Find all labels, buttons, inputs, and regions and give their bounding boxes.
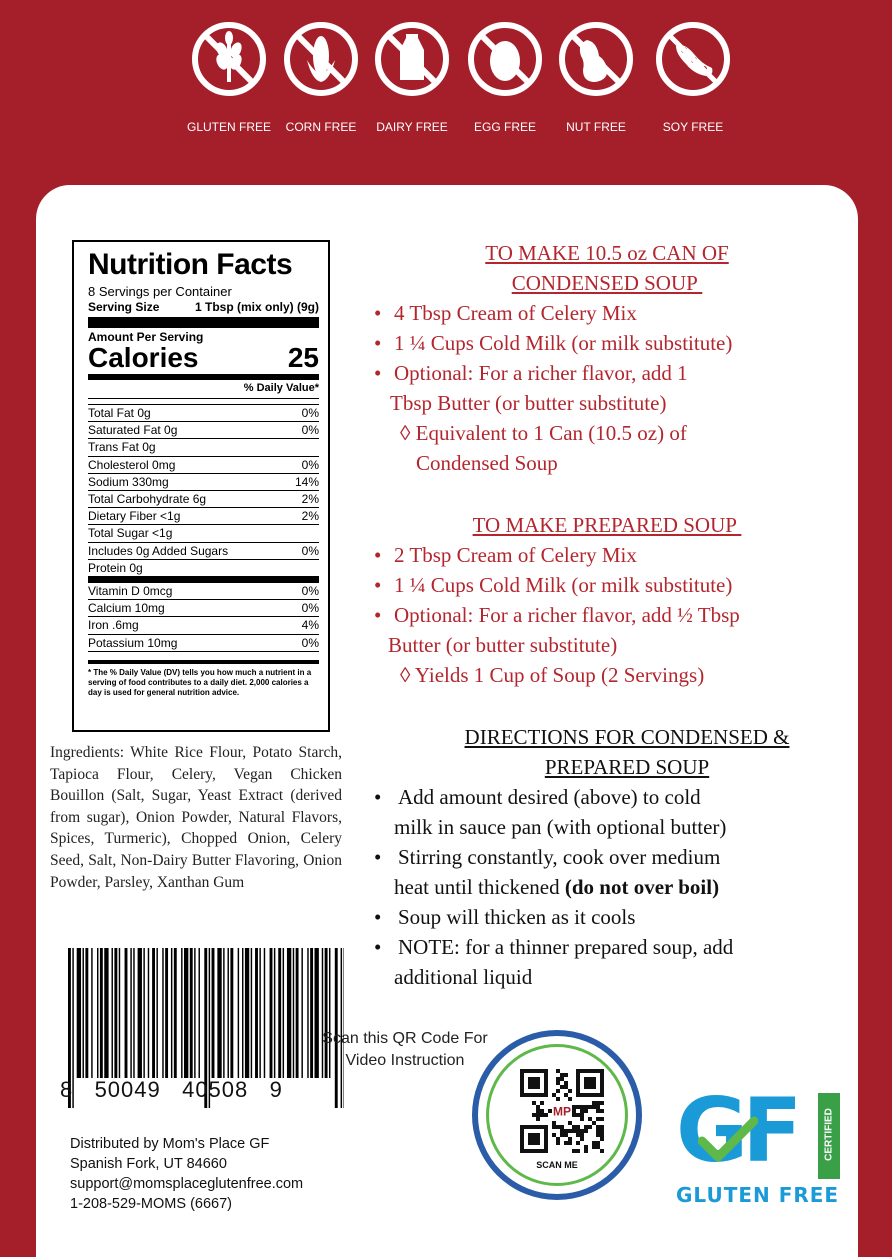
barcode-bar: [296, 948, 299, 1078]
egg-icon: [466, 20, 544, 98]
barcode-bar: [156, 948, 157, 1078]
qr-module: [592, 1105, 596, 1109]
direction-step: • Stirring constantly, cook over medium: [362, 842, 852, 872]
serving-size: [88, 299, 319, 328]
qr-module: [564, 1085, 568, 1089]
condensed-heading-2: CONDENSED SOUP: [511, 271, 703, 295]
nutrient-row: [88, 635, 319, 652]
qr-module: [556, 1081, 560, 1085]
qr-module: [572, 1129, 576, 1133]
qr-module: [580, 1117, 584, 1121]
certified-label: CERTIFIED: [823, 1108, 835, 1161]
qr-module: [592, 1101, 596, 1105]
nutrient-name: Total Fat 0g: [88, 406, 151, 420]
nutrient-name: Total Carbohydrate 6g: [88, 492, 207, 507]
barcode-bar: [230, 948, 233, 1078]
nutrient-row: [88, 474, 319, 491]
qr-module: [600, 1109, 604, 1113]
nutrient-dv: 0%: [301, 601, 319, 616]
qr-module: [576, 1133, 580, 1137]
nutrient-row: [88, 560, 319, 583]
qr-module: [596, 1129, 600, 1133]
barcode-bar: [228, 948, 229, 1078]
nutrient-dv: 0%: [301, 635, 319, 650]
nutrient-row: [88, 600, 319, 617]
nutrient-row: [88, 543, 319, 560]
nutrient-row: [88, 405, 319, 422]
qr-finder: [528, 1133, 540, 1145]
qr-module: [596, 1101, 600, 1105]
nutrient-dv: 4%: [301, 618, 319, 633]
daily-value-header: % Daily Value*: [88, 380, 319, 399]
qr-module: [600, 1133, 604, 1137]
nutrient-row: [88, 439, 319, 456]
distributor-info: [70, 1134, 370, 1214]
nutrient-row: [88, 508, 319, 525]
barcode-bar: [217, 948, 221, 1078]
peanut-icon: [557, 20, 635, 98]
nutrient-name: Protein 0g: [88, 560, 143, 575]
nutrition-facts-panel: [72, 240, 330, 732]
barcode-bar: [283, 948, 284, 1078]
qr-module: [552, 1121, 556, 1125]
qr-module: [580, 1109, 584, 1113]
allergen-label: DAIRY FREE: [376, 120, 448, 134]
prepared-note: ◊ Yields 1 Cup of Soup (2 Servings): [400, 663, 705, 687]
qr-module: [568, 1097, 572, 1101]
barcode-bar: [184, 948, 188, 1078]
qr-module: [592, 1121, 596, 1125]
qr-module: [592, 1141, 596, 1145]
barcode-bar: [133, 948, 134, 1078]
barcode-bar: [171, 948, 172, 1078]
condensed-heading-1: TO MAKE 10.5 oz CAN OF: [485, 241, 729, 265]
nutrient-dv: 0%: [301, 423, 319, 438]
direction-text: heat until thickened: [394, 875, 565, 899]
allergen-label: CORN FREE: [285, 120, 357, 134]
amount-per-serving: Amount Per Serving: [88, 330, 204, 344]
wheat-icon: [190, 20, 268, 98]
qr-module: [536, 1105, 540, 1109]
direction-step-cont: additional liquid: [394, 965, 533, 989]
ingredients-text: Ingredients: White Rice Flour, Potato Starch, Tapioca Flour, Celery, Vegan Chicken Bouillon (Salt, Sugar, Yeast Extract (derived from sugar), Onion Powder, Natural Flavors, Spices, Turmeric), Chopped Onion, Celery Seed, Salt, Non-Dairy Butter Flavoring, Onion Powder, Parsley, Xanthan Gum: [50, 744, 342, 891]
gf-letters: GF: [676, 1079, 797, 1182]
nutrient-row: [88, 525, 319, 542]
barcode-bar: [152, 948, 155, 1078]
qr-module: [552, 1125, 556, 1129]
qr-module: [560, 1125, 564, 1129]
certified-tag: [818, 1093, 840, 1179]
qr-module: [560, 1085, 564, 1089]
qr-module: [560, 1073, 564, 1077]
qr-module: [556, 1141, 560, 1145]
barcode-bar: [199, 948, 200, 1078]
qr-module: [572, 1105, 576, 1109]
qr-module: [588, 1117, 592, 1121]
qr-module: [572, 1149, 576, 1153]
corn-free-badge: [276, 20, 366, 134]
barcode-bar: [181, 948, 182, 1078]
allergen-label: SOY FREE: [662, 120, 724, 134]
barcode-bar: [270, 948, 273, 1078]
gf-logo-text: GLUTEN FREE: [676, 1183, 840, 1207]
qr-module: [556, 1137, 560, 1141]
barcode-bar: [114, 948, 117, 1078]
barcode-bar: [91, 948, 92, 1078]
barcode-bar: [77, 948, 81, 1078]
qr-finder: [528, 1077, 540, 1089]
qr-module: [600, 1101, 604, 1105]
nutrient-row: [88, 422, 319, 439]
barcode-bar: [278, 948, 281, 1078]
calories-label: Calories: [88, 342, 199, 373]
directions-section: [362, 722, 852, 992]
qr-module: [564, 1081, 568, 1085]
qr-module: [600, 1117, 604, 1121]
prepared-heading: TO MAKE PREPARED SOUP: [472, 513, 742, 537]
direction-step: • Soup will thicken as it cools: [362, 902, 852, 932]
qr-module: [560, 1133, 564, 1137]
qr-module: [552, 1093, 556, 1097]
barcode-bar: [130, 948, 131, 1078]
allergen-label: GLUTEN FREE: [186, 120, 271, 134]
direction-step-cont: milk in sauce pan (with optional butter): [394, 815, 727, 839]
barcode-bar: [245, 948, 249, 1078]
direction-step-cont: [362, 872, 852, 902]
dairy-free-badge: [367, 20, 457, 134]
qr-module: [572, 1125, 576, 1129]
qr-module: [576, 1149, 580, 1153]
qr-module: [568, 1129, 572, 1133]
barcode-bar: [251, 948, 252, 1078]
qr-module: [584, 1105, 588, 1109]
qr-module: [548, 1109, 552, 1113]
qr-module: [584, 1109, 588, 1113]
nutrient-row: [88, 583, 319, 600]
gluten-free-certified-logo: [672, 1079, 852, 1215]
qr-module: [600, 1125, 604, 1129]
nutrient-name: Trans Fat 0g: [88, 440, 156, 455]
corn-icon: [282, 20, 360, 98]
barcode-bar: [97, 948, 98, 1078]
qr-module: [588, 1105, 592, 1109]
qr-module: [536, 1109, 540, 1113]
qr-module: [592, 1145, 596, 1149]
prepared-step-cont: Butter (or butter substitute): [388, 633, 618, 657]
qr-module: [560, 1129, 564, 1133]
qr-caption-line-1: Scan this QR Code For: [322, 1030, 488, 1047]
directions-heading-2: PREPARED SOUP: [544, 755, 710, 779]
servings-per-container: 8 Servings per Container: [88, 284, 232, 299]
distributor-name: Distributed by Mom's Place GF: [70, 1136, 270, 1152]
qr-module: [580, 1113, 584, 1117]
distributor-phone: 1-208-529-MOMS (6667): [70, 1196, 232, 1212]
qr-module: [576, 1105, 580, 1109]
nutrient-name: Saturated Fat 0g: [88, 423, 178, 438]
condensed-step: • 1 ¼ Cups Cold Milk (or milk substitute): [362, 328, 852, 358]
nutrient-dv: 0%: [301, 457, 319, 472]
barcode-bar: [194, 948, 195, 1078]
barcode-bar: [274, 948, 275, 1078]
qr-module: [568, 1121, 572, 1125]
barcode-bar: [293, 948, 294, 1078]
nutrient-name: Vitamin D 0mcg: [88, 584, 173, 599]
barcode-bar: [264, 948, 265, 1078]
qr-module: [540, 1113, 544, 1117]
nutrient-row: [88, 491, 319, 508]
allergen-label: NUT FREE: [566, 120, 626, 134]
qr-module: [568, 1141, 572, 1145]
qr-scan-label: SCAN ME: [536, 1160, 578, 1170]
nutrient-name: Cholesterol 0mg: [88, 457, 176, 472]
qr-module: [576, 1141, 580, 1145]
qr-module: [564, 1141, 568, 1145]
condensed-step-cont: Tbsp Butter (or butter substitute): [390, 391, 667, 415]
nutrient-name: Total Sugar <1g: [88, 526, 173, 541]
qr-module: [536, 1113, 540, 1117]
nutrient-dv: 0%: [301, 543, 319, 558]
checkmark-icon: [698, 1115, 758, 1165]
soy-free-badge: [648, 20, 738, 134]
condensed-step: • Optional: For a richer flavor, add 1: [362, 358, 852, 388]
qr-module: [580, 1105, 584, 1109]
gluten-free-badge: [184, 20, 274, 134]
qr-module: [576, 1129, 580, 1133]
qr-module: [556, 1125, 560, 1129]
barcode-bar: [212, 948, 215, 1078]
calories-value: 25: [287, 342, 319, 373]
qr-module: [600, 1137, 604, 1141]
nutrient-table: [88, 404, 319, 652]
condensed-note-cont: Condensed Soup: [416, 451, 558, 475]
qr-module: [580, 1137, 584, 1141]
qr-module: [572, 1113, 576, 1117]
barcode-bar: [223, 948, 224, 1078]
qr-caption: [300, 1028, 510, 1072]
barcode-bar: [259, 948, 260, 1078]
qr-module: [572, 1109, 576, 1113]
condensed-step: • 4 Tbsp Cream of Celery Mix: [362, 298, 852, 328]
barcode-bar: [138, 948, 142, 1078]
milk-carton-icon: [373, 20, 451, 98]
qr-module: [556, 1077, 560, 1081]
barcode-bar: [85, 948, 88, 1078]
barcode-bar: [190, 948, 193, 1078]
qr-module: [596, 1117, 600, 1121]
qr-module: [580, 1133, 584, 1137]
calories-row: [88, 344, 319, 380]
qr-module: [588, 1125, 592, 1129]
daily-value-footnote: * The % Daily Value (DV) tells you how much a nutrient in a serving of food contributes to a daily diet. 2,000 calories a day is used for general nutrition advice.: [88, 660, 319, 698]
qr-module: [544, 1113, 548, 1117]
nutrient-dv: 14%: [294, 474, 319, 489]
qr-module: [596, 1105, 600, 1109]
qr-module: [560, 1077, 564, 1081]
preparation-instructions: [362, 238, 852, 992]
qr-module: [580, 1129, 584, 1133]
qr-module: [584, 1145, 588, 1149]
qr-module: [540, 1101, 544, 1105]
condensed-section: [362, 238, 852, 478]
qr-module: [596, 1125, 600, 1129]
direction-step: • Add amount desired (above) to cold: [362, 782, 852, 812]
soybean-icon: [654, 20, 732, 98]
qr-module: [564, 1073, 568, 1077]
barcode-bar: [143, 948, 144, 1078]
qr-module: [600, 1129, 604, 1133]
nutrient-row: [88, 457, 319, 474]
barcode-bar: [255, 948, 258, 1078]
qr-module: [552, 1133, 556, 1137]
nutrient-name: Dietary Fiber <1g: [88, 509, 181, 524]
qr-module: [564, 1133, 568, 1137]
qr-module: [584, 1149, 588, 1153]
nutrient-dv: 0%: [301, 406, 319, 420]
barcode-bar: [125, 948, 128, 1078]
egg-free-badge: [460, 20, 550, 134]
nutrient-row: [88, 617, 319, 634]
distributor-address: Spanish Fork, UT 84660: [70, 1156, 227, 1172]
barcode-bar: [242, 948, 243, 1078]
qr-module: [540, 1109, 544, 1113]
barcode-bar: [174, 948, 177, 1078]
qr-module: [564, 1129, 568, 1133]
qr-module: [596, 1145, 600, 1149]
nutrient-dv: 2%: [301, 509, 319, 524]
barcode-bar: [119, 948, 120, 1078]
qr-module: [564, 1093, 568, 1097]
nutrient-name: Sodium 330mg: [88, 474, 169, 489]
qr-module: [576, 1113, 580, 1117]
serving-size-label: Serving Size: [88, 300, 160, 314]
allergen-strip: [0, 20, 892, 140]
direction-step: • NOTE: for a thinner prepared soup, add: [362, 932, 852, 962]
qr-module: [556, 1097, 560, 1101]
nutrient-dv: 0%: [301, 584, 319, 599]
nutrient-name: Includes 0g Added Sugars: [88, 543, 229, 558]
qr-module: [568, 1089, 572, 1093]
allergen-label: EGG FREE: [473, 120, 536, 134]
barcode-bar: [287, 948, 291, 1078]
barcode-bar: [104, 948, 108, 1078]
nut-free-badge: [551, 20, 641, 134]
prepared-step: • 2 Tbsp Cream of Celery Mix: [362, 540, 852, 570]
qr-module: [532, 1113, 536, 1117]
serving-size-value: 1 Tbsp (mix only) (9g): [194, 300, 319, 314]
qr-code-badge[interactable]: [472, 1030, 642, 1200]
prepared-section: [362, 510, 852, 690]
qr-module: [556, 1069, 560, 1073]
prepared-step: • Optional: For a richer flavor, add ½ Tbsp: [362, 600, 852, 630]
qr-module: [596, 1141, 600, 1145]
condensed-note: ◊ Equivalent to 1 Can (10.5 oz) of: [400, 421, 687, 445]
qr-module: [568, 1137, 572, 1141]
direction-warning: (do not over boil): [564, 875, 720, 899]
nutrition-title: Nutrition Facts: [88, 248, 293, 281]
qr-module: [536, 1117, 540, 1121]
nutrient-dv: 2%: [301, 492, 319, 507]
qr-finder: [584, 1077, 596, 1089]
nutrient-name: Potassium 10mg: [88, 635, 178, 650]
barcode-bar: [162, 948, 163, 1078]
nutrient-name: Calcium 10mg: [88, 601, 165, 616]
qr-code[interactable]: [520, 1069, 604, 1153]
barcode-bar: [112, 948, 113, 1078]
barcode-bar: [238, 948, 239, 1078]
qr-module: [556, 1089, 560, 1093]
qr-module: [532, 1101, 536, 1105]
qr-caption-line-2: Video Instruction: [345, 1052, 465, 1069]
barcode-digits: 8 50049 40508 9: [60, 1077, 283, 1102]
barcode-bar: [100, 948, 103, 1078]
qr-module: [596, 1133, 600, 1137]
prepared-step: • 1 ¼ Cups Cold Milk (or milk substitute): [362, 570, 852, 600]
qr-module: [596, 1109, 600, 1113]
barcode-bar: [83, 948, 84, 1078]
qr-module: [600, 1149, 604, 1153]
distributor-email: support@momsplaceglutenfree.com: [70, 1176, 304, 1192]
nutrient-name: Iron .6mg: [88, 618, 139, 633]
barcode-bar: [165, 948, 168, 1078]
qr-module: [584, 1125, 588, 1129]
qr-module: [576, 1125, 580, 1129]
barcode-bar: [148, 948, 149, 1078]
qr-module: [584, 1129, 588, 1133]
directions-heading-1: DIRECTIONS FOR CONDENSED &: [464, 725, 790, 749]
qr-logo-text: MP: [553, 1104, 571, 1119]
